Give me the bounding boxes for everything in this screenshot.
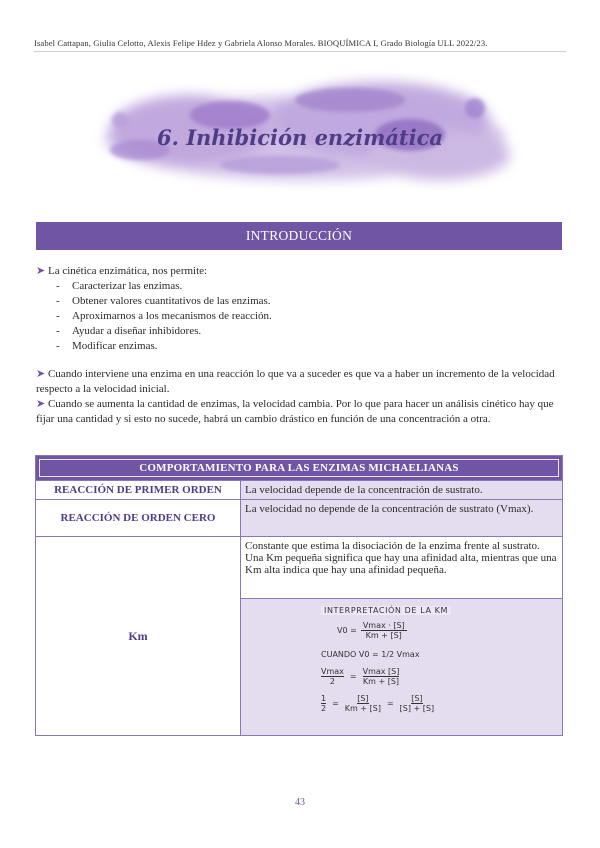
running-header: Isabel Cattapan, Giulia Celotto, Alexis Felipe Hdez y Gabriela Alonso Morales. BIOQUÍMICA I, Grado Biología ULL 2022/23. — [34, 38, 488, 48]
list-item: - Aproximarnos a los mecanismos de reacción. — [56, 310, 272, 322]
intro-list — [36, 279, 562, 354]
list-item: - Modificar enzimas. — [56, 340, 158, 352]
arrow-icon: ➤ — [36, 368, 46, 380]
row-text: La velocidad depende de la concentración de sustrato. — [241, 481, 563, 500]
row-label: REACCIÓN DE PRIMER ORDEN — [36, 481, 241, 500]
table-row — [36, 537, 563, 599]
intro-lead: ➤ La cinética enzimática, nos permite: — [36, 265, 208, 277]
km-definition: Constante que estima la disociación de la enzima frente al sustrato. Una Km pequeña significa que hay una afinidad alta, mientras que una Km alta indica que hay una afinidad pequeña. — [241, 537, 563, 599]
paragraph: ➤ Cuando se aumenta la cantidad de enzimas, la velocidad cambia. Por lo que para hacer un análisis cinético hay que fijar una cantidad y si esto no sucede, habrá un cambio drástico en función de una concentración a otra. — [36, 398, 554, 425]
notes-title: INTERPRETACIÓN DE LA KM — [321, 606, 451, 615]
table-row — [36, 481, 563, 500]
equation-3: $\frac{1}{2}$ = $\frac{[S]}{Km + [S]}$ = $\frac{[S]}{[S] + [S]}$ — [321, 694, 435, 713]
list-item: - Obtener valores cuantitativos de las enzimas. — [56, 295, 271, 307]
row-text: La velocidad no depende de la concentración de sustrato (Vmax). — [241, 500, 563, 537]
paragraph: ➤ Cuando interviene una enzima en una reacción lo que va a suceder es que va a haber un incremento de la velocidad respecto a la velocidad inicial. — [36, 368, 555, 395]
list-item: - Ayudar a diseñar inhibidores. — [56, 325, 202, 337]
condition-text: CUANDO V0 = 1/2 Vmax — [321, 650, 420, 659]
section-heading: INTRODUCCIÓN — [36, 222, 562, 250]
table-header: COMPORTAMIENTO PARA LAS ENZIMAS MICHAELIANAS — [36, 456, 563, 481]
michaelis-behavior-table — [35, 455, 563, 736]
arrow-icon: ➤ — [36, 398, 46, 410]
km-label: Km — [36, 537, 241, 736]
table-row — [36, 500, 563, 537]
page-title: 6. Inhibición enzimática — [156, 125, 443, 150]
arrow-icon: ➤ — [36, 265, 46, 277]
introduction-text — [36, 264, 562, 427]
page-number: 43 — [295, 797, 305, 808]
header-divider — [34, 51, 566, 52]
km-handwritten-notes — [241, 599, 563, 736]
equation-2: Vmax 2 = Vmax [S] Km + [S] — [321, 667, 400, 686]
list-item: - Caracterizar las enzimas. — [56, 280, 183, 292]
equation-1: V0 = Vmax · [S] Km + [S] — [337, 621, 405, 640]
row-label: REACCIÓN DE ORDEN CERO — [36, 500, 241, 537]
